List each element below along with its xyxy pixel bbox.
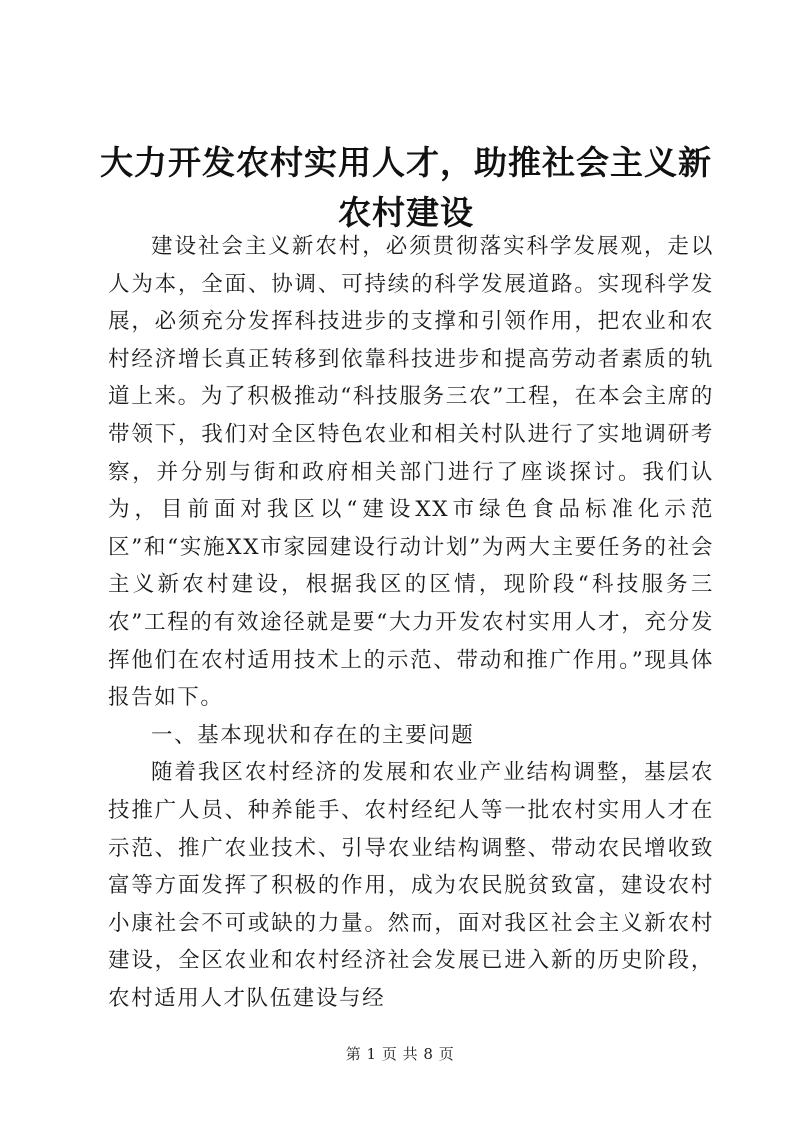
section-heading: 一、基本现状和存在的主要问题: [151, 722, 475, 748]
document-title: 大力开发农村实用人才，助推社会主义新农村建设: [100, 143, 712, 232]
document-body: [108, 228, 714, 1017]
page-number-footer: 第 1 页 共 8 页: [345, 1045, 455, 1063]
paragraph-intro: 建设社会主义新农村，必须贯彻落实科学发展观，走以人为本，全面、协调、可持续的科学发展道路。实现科学发展，必须充分发挥科技进步的支撑和引领作用，把农业和农村经济增长真正转移到依靠科技进步和提高劳动者素质的轨道上来。为了积极推动“科技服务三农”工程，在本会主席的带领下，我们对全区特色农业和相关村队进行了实地调研考察，并分别与街和政府相关部门进行了座谈探讨。我们认为，目前面对我区以“建设XX市绿色食品标准化示范区”和“实施XX市家园建设行动计划”为两大主要任务的社会主义新农村建设，根据我区的区情，现阶段“科技服务三农”工程的有效途径就是要“大力开发农村实用人才，充分发挥他们在农村适用技术上的示范、带动和推广作用。”现具体报告如下。: [108, 234, 714, 711]
paragraph-current-status: 随着我区农村经济的发展和农业产业结构调整，基层农技推广人员、种养能手、农村经纪人等一批农村实用人才在示范、推广农业技术、引导农业结构调整、带动农民增收致富等方面发挥了积极的作用，成为农民脱贫致富，建设农村小康社会不可或缺的力量。然而，面对我区社会主义新农村建设，全区农业和农村经济社会发展已进入新的历史阶段，农村适用人才队伍建设与经: [108, 760, 714, 1011]
